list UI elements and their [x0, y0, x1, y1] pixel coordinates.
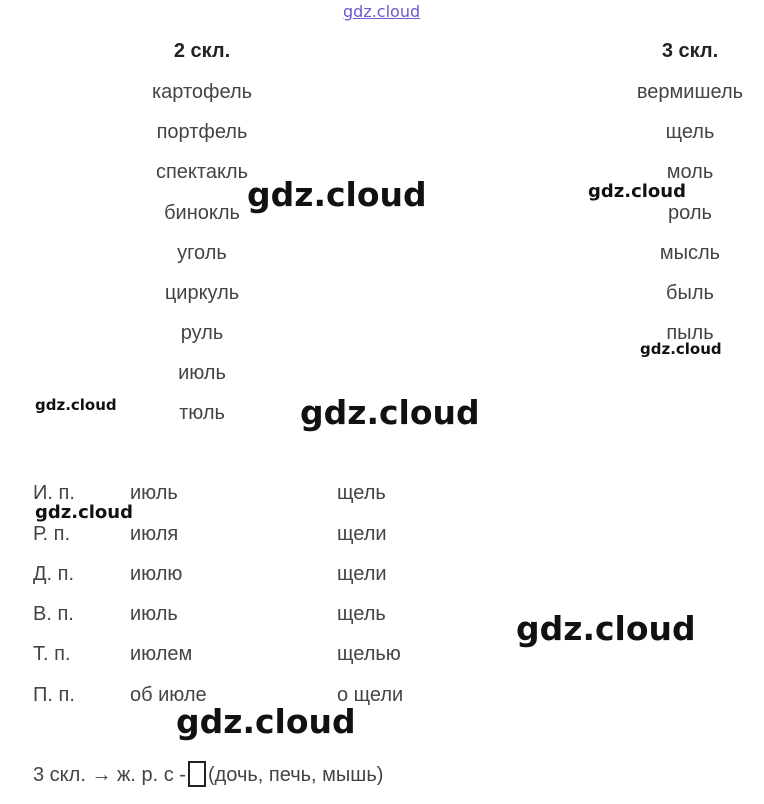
word-second-7: руль — [180, 322, 224, 344]
case-label-4: В. п. — [33, 603, 74, 625]
watermark-7: gdz.cloud — [516, 609, 696, 648]
word-second-2: портфель — [156, 121, 248, 143]
case-word1-1: июль — [130, 482, 178, 504]
watermark-6: gdz.cloud — [35, 502, 133, 523]
case-word1-5: июлем — [130, 643, 193, 665]
case-word2-4: щель — [337, 603, 386, 625]
word-third-2: щель — [665, 121, 715, 143]
watermark-2: gdz.cloud — [588, 181, 686, 202]
word-third-3: моль — [666, 161, 714, 183]
watermark-1: gdz.cloud — [247, 175, 427, 214]
case-label-1: И. п. — [33, 482, 75, 504]
case-word2-2: щели — [337, 523, 387, 545]
case-word1-3: июлю — [130, 563, 183, 585]
case-word1-2: июля — [130, 523, 179, 545]
case-word1-6: об июле — [130, 684, 207, 706]
word-third-7: пыль — [666, 322, 714, 344]
header-third-declension: 3 скл. — [661, 40, 719, 62]
word-third-1: вермишель — [636, 81, 744, 103]
watermark-4: gdz.cloud — [35, 396, 117, 414]
case-word2-5: щелью — [337, 643, 401, 665]
word-second-5: уголь — [177, 242, 227, 264]
watermark-5: gdz.cloud — [300, 393, 480, 432]
case-word2-3: щели — [337, 563, 387, 585]
word-third-5: мысль — [659, 242, 721, 264]
case-word2-1: щель — [337, 482, 386, 504]
rule-line — [33, 764, 383, 787]
word-second-9: тюль — [179, 402, 225, 424]
word-second-4: бинокль — [164, 202, 240, 224]
rule-prefix: 3 скл. → ж. р. с - — [33, 764, 186, 786]
case-label-3: Д. п. — [33, 563, 75, 585]
case-label-6: П. п. — [33, 684, 75, 706]
word-second-6: циркуль — [164, 282, 240, 304]
header-second-declension: 2 скл. — [173, 40, 231, 62]
case-label-2: Р. п. — [33, 523, 71, 545]
case-word2-6: о щели — [337, 684, 404, 706]
word-third-4: роль — [668, 202, 712, 224]
word-second-3: спектакль — [155, 161, 249, 183]
watermark-3: gdz.cloud — [640, 340, 722, 358]
rule-suffix: (дочь, печь, мышь) — [207, 764, 384, 786]
word-second-1: картофель — [151, 81, 253, 103]
watermark-top: gdz.cloud — [343, 2, 421, 21]
case-label-5: Т. п. — [33, 643, 71, 665]
watermark-8: gdz.cloud — [176, 702, 356, 741]
ending-box-icon — [188, 761, 206, 787]
case-word1-4: июль — [130, 603, 178, 625]
word-third-6: быль — [666, 282, 714, 304]
word-second-8: июль — [178, 362, 226, 384]
